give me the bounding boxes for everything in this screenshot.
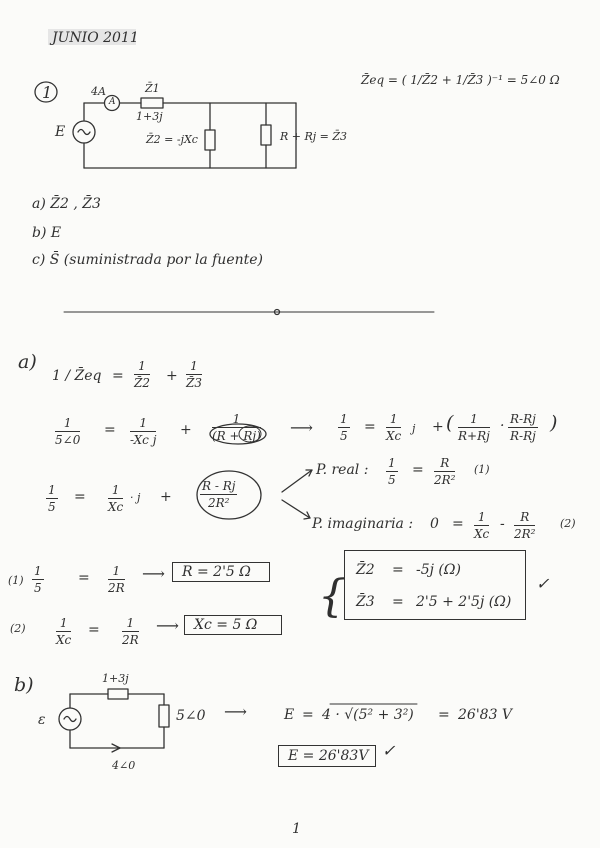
eq-1-lhs: $\frac{1}{5}$ — [34, 564, 42, 595]
real-part-lhs: $\frac{1}{5}$ — [388, 456, 396, 487]
e-equation-lhs: E — [284, 707, 295, 723]
imag-part-zero: 0 — [430, 516, 439, 532]
z2-result-value: -5j (Ω) — [416, 562, 461, 578]
z3-expression: R + Rj = Z̄3 — [280, 130, 348, 143]
circuit-b-impedance — [108, 689, 128, 699]
eq-2-tag: (2) — [10, 622, 26, 635]
eq2-term2: $\frac{1}{(R + Rj)}$ — [212, 412, 261, 443]
part-a-label: a) — [18, 351, 37, 373]
xc-result: Xc = 5 Ω — [194, 617, 258, 633]
exam-date: JUNIO 2011 — [52, 30, 139, 46]
results-brace: { — [318, 571, 346, 622]
question-a: a) Z̄2 , Z̄3 — [32, 196, 101, 212]
eq3-lhs: $\frac{1}{5}$ — [48, 483, 56, 514]
e-result: E = 26'83V — [288, 748, 369, 764]
eq3-equals: = — [74, 489, 86, 505]
eq2-r-term3: $\frac{R-Rj}{R-Rj}$ — [510, 412, 536, 443]
eq1-lhs: 1 / Z̄eq — [52, 368, 102, 384]
eq3-term2: $\frac{R - Rj}{\text{2R²}}$ — [202, 479, 236, 510]
real-part-tag: (1) — [474, 463, 490, 476]
z2-expression: Z̄2 = -jXc — [146, 133, 198, 146]
z3-element — [261, 125, 271, 145]
eq-2-equals: = — [88, 622, 100, 638]
circuit-b-load-label: 5∠0 — [176, 708, 206, 724]
real-part-label: P. real : — [316, 462, 369, 478]
circuit-b-source-label: ε — [38, 712, 46, 728]
eq2-r-term1: $\frac{1}{Xc}$ — [386, 412, 402, 443]
eq3-plus: + — [160, 489, 172, 505]
z3-result-value: 2'5 + 2'5j (Ω) — [416, 594, 512, 610]
e-equation-equals: = — [302, 707, 314, 723]
eq2-r-j: j — [412, 422, 416, 435]
question-c: c) S̄ (suministrada por la fuente) — [32, 252, 263, 268]
eq2-r-term2: $\frac{1}{R+Rj}$ — [458, 412, 490, 443]
eq2-term1: $\frac{1}{\text{-Xc j}}$ — [130, 416, 157, 447]
circuit-b-load — [159, 705, 169, 727]
z2-result-equals: = — [392, 562, 404, 578]
eq2-r-lhs: $\frac{1}{5}$ — [340, 412, 348, 443]
eq-1-equals: = — [78, 570, 90, 586]
imag-part-minus: - — [500, 516, 505, 532]
z3-result-label: Z̄3 — [356, 594, 375, 610]
e-equation-value: 26'83 V — [458, 707, 513, 723]
circuit-b — [59, 689, 169, 752]
z1-value: 1+3j — [136, 110, 163, 123]
eq2-r-dot: · — [500, 418, 505, 434]
z2-result-label: Z̄2 — [356, 562, 375, 578]
eq-2-lhs: $\frac{1}{Xc}$ — [56, 616, 72, 647]
e-equation-equals2: = — [438, 707, 450, 723]
eq-1-tag: (1) — [8, 574, 24, 587]
z1-label: Z̄1 — [145, 82, 160, 95]
eq2-r-equals: = — [364, 419, 376, 435]
eq1-equals: = — [112, 368, 124, 384]
eq2-r-paren-close: ) — [550, 412, 558, 434]
eq-1-rhs: $\frac{1}{2R}$ — [108, 564, 125, 595]
r-result: R = 2'5 Ω — [182, 564, 251, 580]
zeq-formula: Z̄eq = ( 1/Z̄2 + 1/Z̄3 )⁻¹ = 5∠0 Ω — [361, 73, 560, 87]
eq2-equals: = — [104, 422, 116, 438]
real-part-equals: = — [412, 462, 424, 478]
source-label: E — [55, 124, 66, 140]
imag-part-equals: = — [452, 516, 464, 532]
eq2-lhs: $\frac{1}{5\angle 0}$ — [55, 416, 81, 447]
eq2-arrow: ⟶ — [290, 418, 313, 437]
eq1-term1: $\frac{1}{Z̄2}$ — [134, 359, 150, 390]
question-b: b) E — [32, 225, 62, 241]
eq2-plus: + — [180, 422, 192, 438]
source-current-label: 4A — [91, 85, 106, 98]
circuit-b-impedance-label: 1+3j — [102, 672, 129, 685]
eq3-term1-j: · j — [130, 491, 141, 504]
imag-part-label: P. imaginaria : — [312, 516, 414, 532]
page-number: 1 — [292, 821, 301, 837]
real-part-rhs: $\frac{R}{\text{2R²}}$ — [434, 456, 456, 487]
part-b-arrow: ⟶ — [224, 702, 247, 721]
arrow-imag — [282, 500, 310, 518]
part-b-label: b) — [14, 674, 34, 696]
eq3-term1: $\frac{1}{Xc}$ — [108, 483, 124, 514]
check-mark-a: ✓ — [536, 574, 550, 593]
eq-2-arrow: ⟶ — [156, 616, 179, 635]
z3-result-equals: = — [392, 594, 404, 610]
z2-element — [205, 130, 215, 150]
eq-2-rhs: $\frac{1}{2R}$ — [122, 616, 139, 647]
eq-1-arrow: ⟶ — [142, 564, 165, 583]
eq1-plus: + — [166, 368, 178, 384]
eq2-r-paren-open: ( — [446, 412, 454, 434]
check-mark-b: ✓ — [382, 741, 396, 760]
z1-resistor — [141, 98, 163, 108]
eq2-r-plus: + — [432, 419, 444, 435]
arrow-real — [282, 470, 312, 492]
imag-part-term2: $\frac{R}{\text{2R²}}$ — [514, 510, 536, 541]
imag-part-term1: $\frac{1}{Xc}$ — [474, 510, 490, 541]
ammeter-label: A — [109, 97, 116, 107]
circuit-1 — [73, 96, 296, 169]
problem-number: 1 — [42, 83, 53, 102]
e-equation-expr: 4 · √(5² + 3²) — [322, 707, 414, 723]
imag-part-tag: (2) — [560, 517, 576, 530]
circuit-b-current-label: 4∠0 — [112, 759, 136, 772]
eq1-term2: $\frac{1}{Z̄3}$ — [186, 359, 202, 390]
